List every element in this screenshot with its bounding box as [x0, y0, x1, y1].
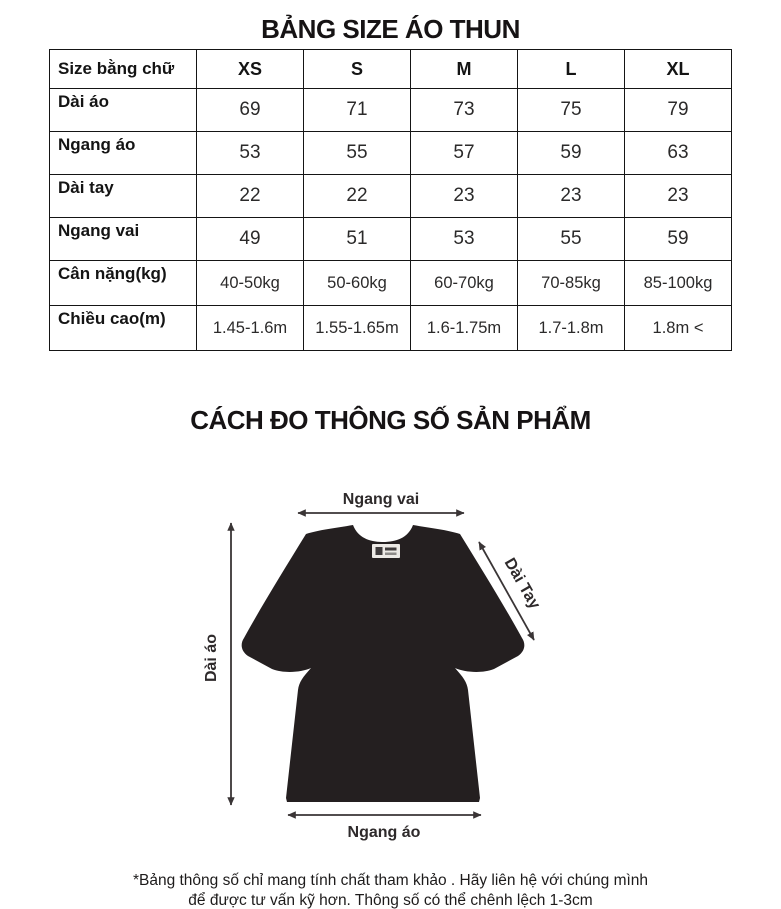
size-table [49, 49, 732, 351]
size-value-cell: 69 [197, 89, 304, 132]
size-value-cell: 79 [625, 89, 732, 132]
size-value-cell: 70-85kg [518, 261, 625, 306]
tshirt-measure-svg [166, 468, 616, 853]
size-value-cell: 40-50kg [197, 261, 304, 306]
row-label: Ngang áo [50, 132, 197, 175]
table-row-shirt-length [50, 89, 732, 132]
size-value-cell: 55 [304, 132, 411, 175]
size-value-cell: 59 [625, 218, 732, 261]
size-value-cell: 71 [304, 89, 411, 132]
table-row-weight [50, 261, 732, 306]
label-shirt-width: Ngang áo [347, 824, 420, 841]
header-size-label: Size bằng chữ [50, 50, 197, 89]
header-size-s: S [304, 50, 411, 89]
size-value-cell: 53 [197, 132, 304, 175]
label-sleeve-length: Dài Tay [500, 555, 543, 613]
row-label: Ngang vai [50, 218, 197, 261]
neck-tag [372, 544, 400, 558]
size-value-cell: 22 [197, 175, 304, 218]
footnote-line-2: để được tư vấn kỹ hơn. Thông số có thể chênh lệch 1-3cm [188, 892, 593, 909]
size-value-cell: 85-100kg [625, 261, 732, 306]
row-label: Cân nặng(kg) [50, 261, 197, 306]
size-value-cell: 1.6-1.75m [411, 306, 518, 351]
row-label: Dài áo [50, 89, 197, 132]
header-size-l: L [518, 50, 625, 89]
size-value-cell: 49 [197, 218, 304, 261]
size-value-cell: 1.7-1.8m [518, 306, 625, 351]
size-table-header-row [50, 50, 732, 89]
size-value-cell: 51 [304, 218, 411, 261]
table-row-shoulder-width [50, 218, 732, 261]
header-size-xs: XS [197, 50, 304, 89]
page-title: BẢNG SIZE ÁO THUN [261, 14, 520, 44]
header-size-m: M [411, 50, 518, 89]
table-row-shirt-width [50, 132, 732, 175]
size-value-cell: 1.55-1.65m [304, 306, 411, 351]
label-shirt-length: Dài áo [202, 633, 220, 683]
size-value-cell: 53 [411, 218, 518, 261]
size-value-cell: 57 [411, 132, 518, 175]
header-size-xl: XL [625, 50, 732, 89]
footnote-line-1: *Bảng thông số chỉ mang tính chất tham khảo . Hãy liên hệ với chúng mình [132, 872, 649, 889]
table-row-height [50, 306, 732, 351]
tshirt-silhouette [241, 525, 524, 802]
measurement-diagram [166, 468, 616, 853]
row-label: Chiều cao(m) [50, 306, 197, 351]
size-value-cell: 1.8m < [625, 306, 732, 351]
size-value-cell: 60-70kg [411, 261, 518, 306]
size-value-cell: 73 [411, 89, 518, 132]
size-value-cell: 23 [625, 175, 732, 218]
size-value-cell: 50-60kg [304, 261, 411, 306]
row-label: Dài tay [50, 175, 197, 218]
size-value-cell: 55 [518, 218, 625, 261]
size-value-cell: 1.45-1.6m [197, 306, 304, 351]
size-value-cell: 63 [625, 132, 732, 175]
measure-section-title: CÁCH ĐO THÔNG SỐ SẢN PHẨM [190, 405, 591, 435]
size-value-cell: 23 [518, 175, 625, 218]
size-value-cell: 22 [304, 175, 411, 218]
label-shoulder-width: Ngang vai [342, 491, 419, 508]
size-value-cell: 59 [518, 132, 625, 175]
size-value-cell: 23 [411, 175, 518, 218]
footnote [0, 871, 781, 909]
table-row-sleeve-length [50, 175, 732, 218]
size-value-cell: 75 [518, 89, 625, 132]
